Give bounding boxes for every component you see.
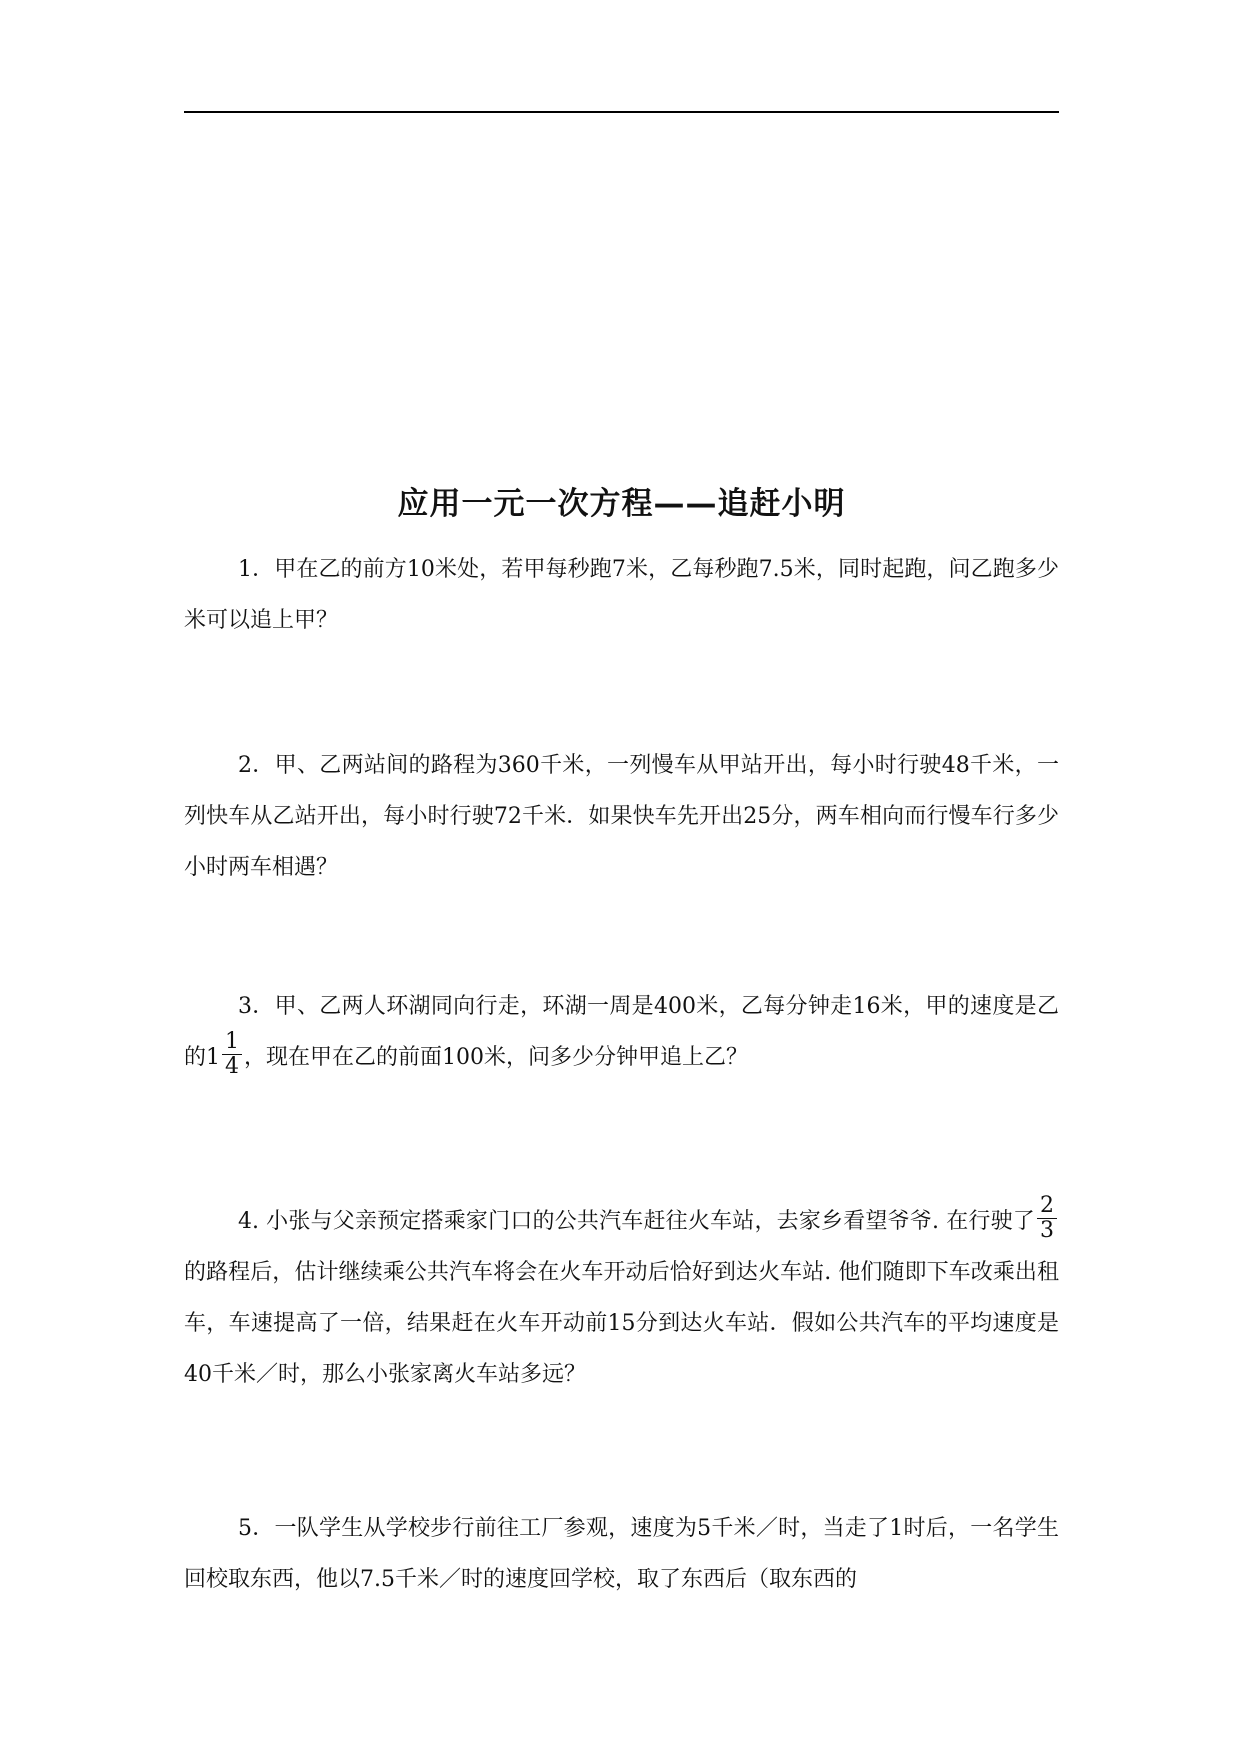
- fraction-denominator: 4: [225, 1053, 239, 1079]
- fraction-numerator: 2: [1037, 1194, 1057, 1218]
- problem-3-text-after: ，现在甲在乙的前面100米，问多少分钟甲追上乙？: [244, 1045, 748, 1070]
- problem-5-text: 5．一队学生从学校步行前往工厂参观，速度为5千米／时，当走了1时后，一名学生回校取东西，他以7.5千米／时的速度回学校，取了东西后（取东西的: [184, 1516, 1059, 1592]
- problem-3-text-before: 3．甲、乙两人环湖同向行走，环湖一周是400米，乙每分钟走16米，甲的速度是乙的1: [184, 994, 1059, 1070]
- fraction-numerator: 1: [222, 1030, 242, 1054]
- problem-5: [184, 1503, 1059, 1605]
- page-title: 应用一元一次方程——追赶小明: [397, 486, 846, 522]
- fraction-denominator: 3: [1040, 1217, 1054, 1243]
- fraction-two-thirds: [1037, 1194, 1057, 1241]
- problem-4-text-after: 的路程后，估计继续乘公共汽车将会在火车开动后恰好到达火车站. 他们随即下车改乘出租车，车速提高了一倍，结果赶在火车开动前15分到达火车站．假如公共汽车的平均速度是40千米／时，那么小张家离火车站多远？: [184, 1260, 1059, 1387]
- problem-1: [184, 544, 1059, 646]
- fraction-one-quarter: [222, 1030, 242, 1077]
- problem-3: [184, 981, 1059, 1083]
- problem-1-text: 1．甲在乙的前方10米处，若甲每秒跑7米，乙每秒跑7.5米，同时起跑，问乙跑多少米可以追上甲？: [184, 557, 1059, 633]
- problem-4-text-before: 4. 小张与父亲预定搭乘家门口的公共汽车赶往火车站，去家乡看望爷爷. 在行驶了: [238, 1209, 1035, 1234]
- problem-2-text: 2．甲、乙两站间的路程为360千米，一列慢车从甲站开出，每小时行驶48千米，一列快车从乙站开出，每小时行驶72千米．如果快车先开出25分，两车相向而行慢车行多少小时两车相遇？: [184, 753, 1059, 880]
- header-rule: [184, 111, 1059, 113]
- problem-2: [184, 740, 1059, 893]
- problem-4: [184, 1193, 1059, 1400]
